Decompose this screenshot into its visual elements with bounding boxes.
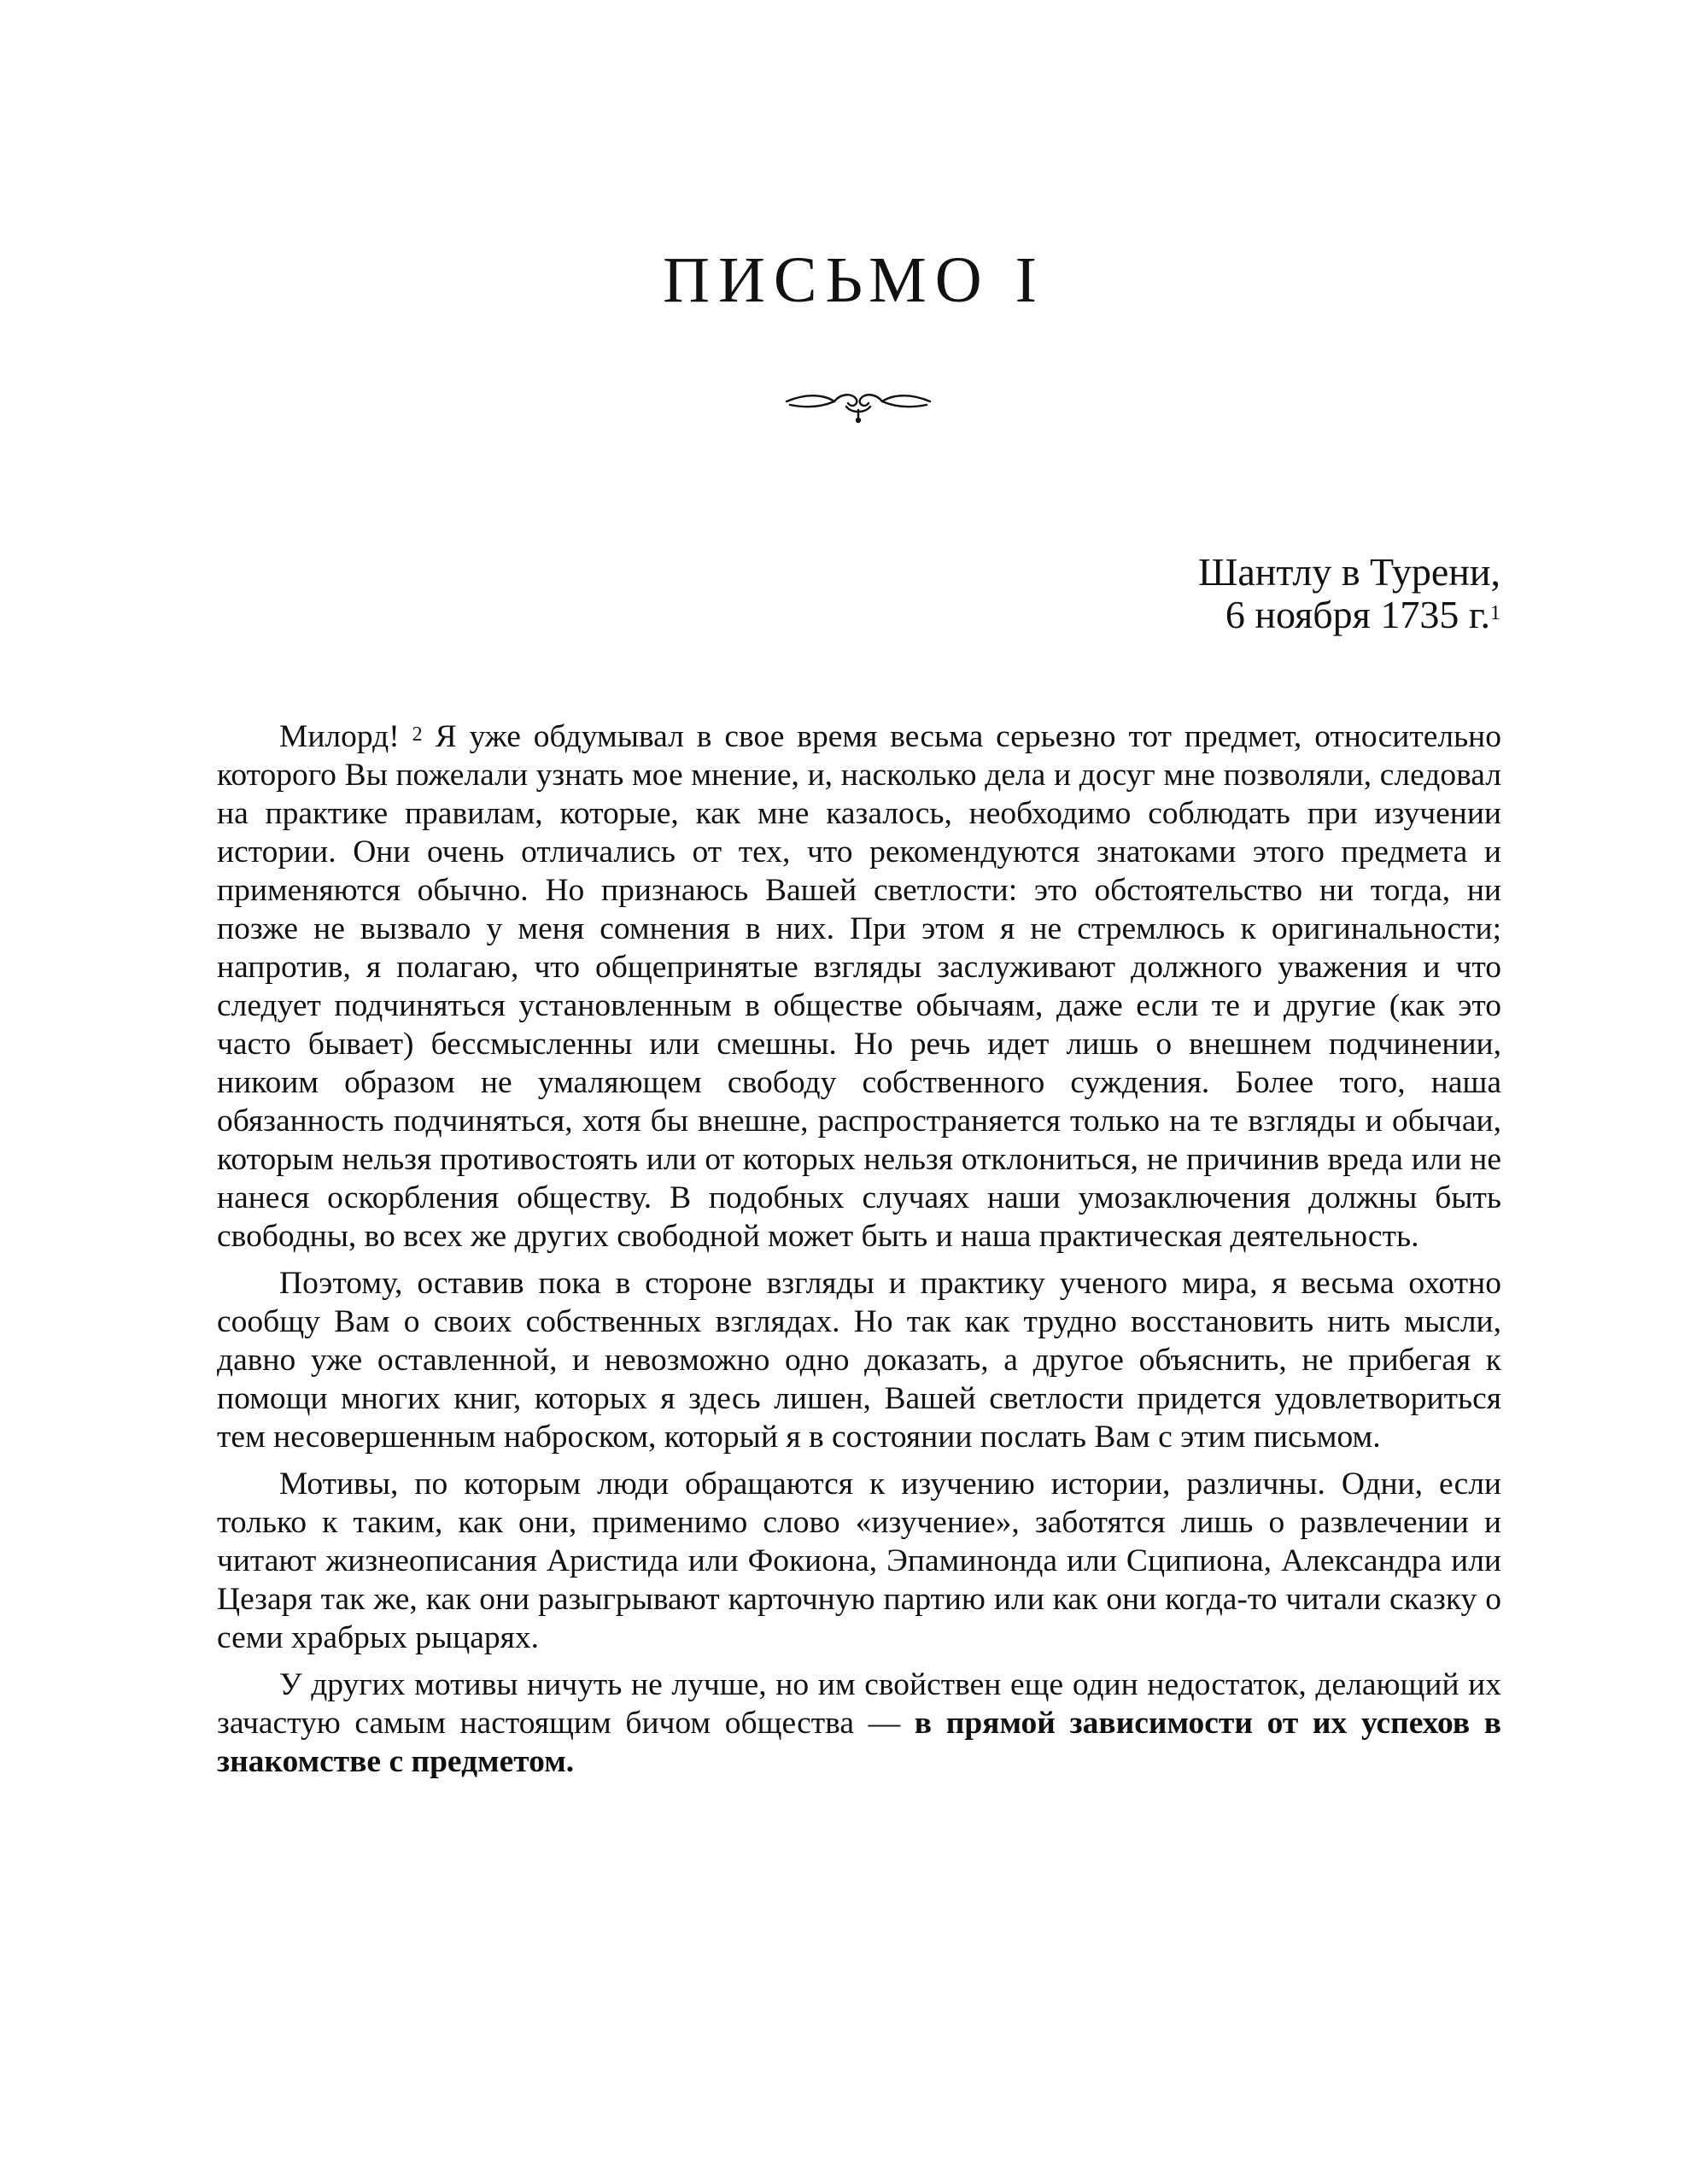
place-date <box>1198 551 1500 636</box>
place-line: Шантлу в Турени, <box>1197 550 1500 594</box>
paragraph-4-text: У других мотивы ничуть не лучше, но им свойствен еще один недостаток, делающий их зачастую самым настоящим бичом общества — <box>217 1667 1501 1741</box>
paragraph-2: Поэтому, оставив пока в стороне взгляды и практику ученого мира, я весьма охотно сообщу Вам о своих собственных взглядах. Но так как трудно восстановить нить мысли, давно уже оставленной, и невозможно одно доказать, а другое объяснить, не прибегая к помощи многих книг, которых я здесь лишен, Вашей светлости придется удовлетвориться тем несовершенным наброском, который я в состоянии послать Вам с этим письмом. <box>217 1266 1501 1455</box>
paragraph-4 <box>217 1666 1501 1781</box>
footnote-ref-2[interactable]: 2 <box>412 723 423 746</box>
paragraph-4-last-line: в прямой зависимости от их успехов в знакомстве с предметом. <box>217 1706 1501 1779</box>
salutation: Милорд! <box>279 719 400 754</box>
page-title: ПИСЬМО I <box>663 244 1045 316</box>
paragraph-1-text: Я уже обдумывал в свое время весьма серьезно тот предмет, относительно которого Вы пожелали узнать мое мнение, и, насколько дела и досуг мне позволяли, следовал на практике правилам, которые, как мне казалось, необходимо соблюдать при изучении истории. Они очень отличались от тех, что рекомендуются знатоками этого предмета и применяются обычно. Но признаюсь Вашей светлости: это обстоятельство ни тогда, ни позже не вызвало у меня сомнения в них. При этом я не стремлюсь к оригинальности; напротив, я полагаю, что общепринятые взгляды заслуживают должного уважения и что следует подчиняться установленным в обществе обычаям, даже если те и другие (как это часто бывает) бессмысленны или смешны. Но речь идет лишь о внешнем подчинении, никоим образом не умаляющем свободу собственного суждения. Более того, наша обязанность подчиняться, хотя бы внешне, распространяется только на те взгляды и обычаи, которым нельзя противостоять или от которых нельзя отклониться, не причинив вреда или не нанеся оскорбления обществу. В подобных случаях наши умозаключения должны быть свободны, во всех же других свободной может быть и наша практическая деятельность. <box>217 719 1501 1254</box>
paragraph-3: Мотивы, по которым люди обращаются к изучению истории, различны. Одни, если только к таким, как они, применимо слово «изучение», заботятся лишь о развлечении и читают жизнеописания Аристида или Фокиона, Эпаминонда или Сципиона, Александра или Цезаря так же, как они разыгрывают карточную партию или как они когда-то читали сказку о семи храбрых рыцарях. <box>217 1467 1501 1655</box>
footnote-ref-1[interactable]: 1 <box>1490 602 1500 624</box>
ornament-flourish-icon <box>781 376 935 427</box>
date-text: 6 ноября 1735 г. <box>1225 593 1490 636</box>
date-line <box>1198 594 1500 636</box>
paragraph-1 <box>217 717 1501 1256</box>
letter-body <box>217 717 1501 1789</box>
